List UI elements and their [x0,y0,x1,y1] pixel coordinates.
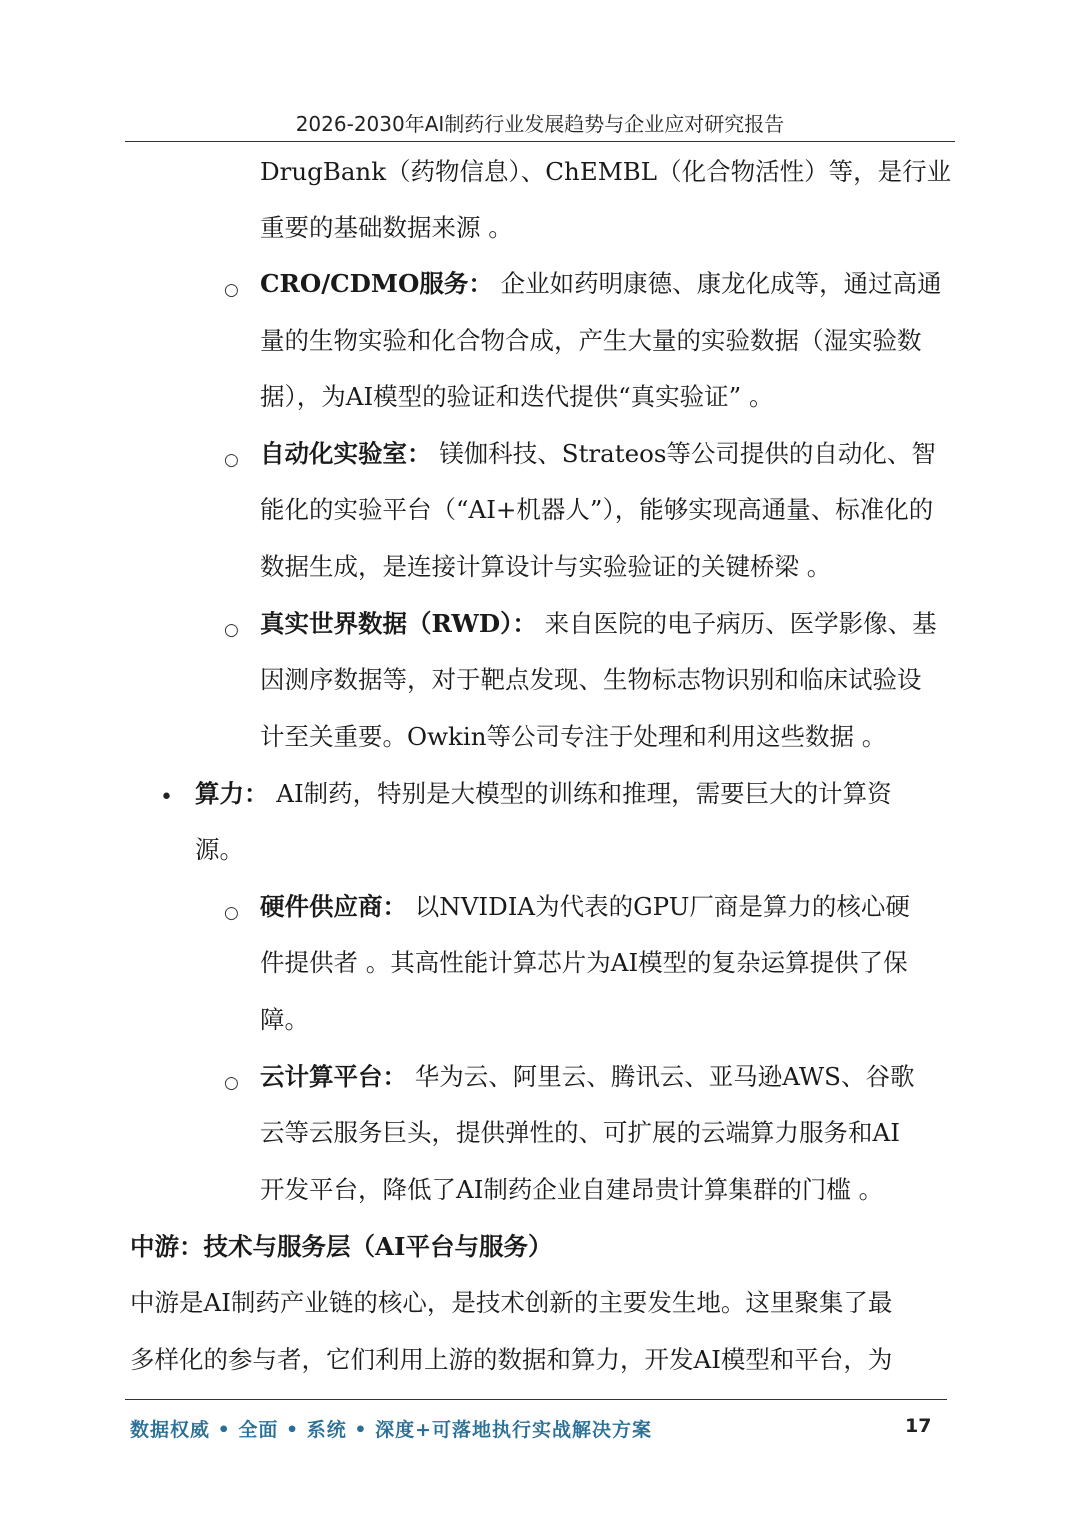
list-item-compute [195,778,892,810]
text-line: 重要的基础数据来源 。 [260,213,513,242]
report-title: 2026-2030年AI制药行业发展趋势与企业应对研究报告 [295,112,785,136]
text-line: 计至关重要。Owkin等公司专注于处理和利用这些数据 。 [260,722,887,751]
text-line: 中游是AI制药产业链的核心，是技术创新的主要发生地。这里聚集了最 [130,1288,893,1317]
text-line: 能化的实验平台（“AI+机器人”），能够实现高通量、标准化的 [260,495,934,524]
text-line: DrugBank（药物信息）、ChEMBL（化合物活性）等，是行业 [260,157,952,186]
circle-bullet-icon: ○ [224,450,239,470]
dot-bullet-icon: • [160,785,173,810]
text-line: 开发平台，降低了AI制药企业自建昂贵计算集群的门槛 。 [260,1175,884,1204]
item-text: 以NVIDIA为代表的GPU厂商是算力的核心硬 [407,892,910,921]
item-label: CRO/CDMO服务： [260,269,493,298]
section-heading: 中游：技术与服务层（AI平台与服务） [130,1232,553,1261]
item-text: 华为云、阿里云、腾讯云、亚马逊AWS、谷歌 [407,1062,915,1091]
text-line: 多样化的参与者，它们利用上游的数据和算力，开发AI模型和平台，为 [130,1345,893,1374]
item-text: 镁伽科技、Strateos等公司提供的自动化、智 [431,439,936,468]
list-item-rwd [260,608,937,640]
text-line: 源。 [195,835,244,864]
list-item-hardware [260,891,910,923]
item-label: 真实世界数据（RWD）： [260,609,537,638]
item-text: 企业如药明康德、康龙化成等，通过高通 [492,269,942,298]
footer-slogan: 数据权威 • 全面 • 系统 • 深度+可落地执行实战解决方案 [130,1419,653,1441]
list-item-cro [260,268,942,300]
text-line: 量的生物实验和化合物合成，产生大量的实验数据（湿实验数 [260,326,922,355]
text-line: 据），为AI模型的验证和迭代提供“真实验证” 。 [260,382,774,411]
text-line: 因测序数据等，对于靶点发现、生物标志物识别和临床试验设 [260,665,922,694]
text-line: 件提供者 。其高性能计算芯片为AI模型的复杂运算提供了保 [260,948,908,977]
circle-bullet-icon: ○ [224,1073,239,1093]
item-label: 自动化实验室： [260,439,432,468]
list-item-lab [260,438,936,470]
page-number: 17 [905,1415,932,1437]
item-text: AI制药，特别是大模型的训练和推理，需要巨大的计算资 [268,779,892,808]
item-label: 算力： [195,779,269,808]
header-divider [125,141,955,142]
text-line: 障。 [260,1005,309,1034]
list-item-cloud [260,1061,914,1093]
circle-bullet-icon: ○ [224,620,239,640]
circle-bullet-icon: ○ [224,903,239,923]
text-line: 数据生成，是连接计算设计与实验验证的关键桥梁 。 [260,552,832,581]
item-label: 硬件供应商： [260,892,407,921]
footer-divider [125,1399,947,1400]
item-label: 云计算平台： [260,1062,407,1091]
item-text: 来自医院的电子病历、医学影像、基 [536,609,937,638]
circle-bullet-icon: ○ [224,280,239,300]
text-line: 云等云服务巨头，提供弹性的、可扩展的云端算力服务和AI [260,1118,900,1147]
